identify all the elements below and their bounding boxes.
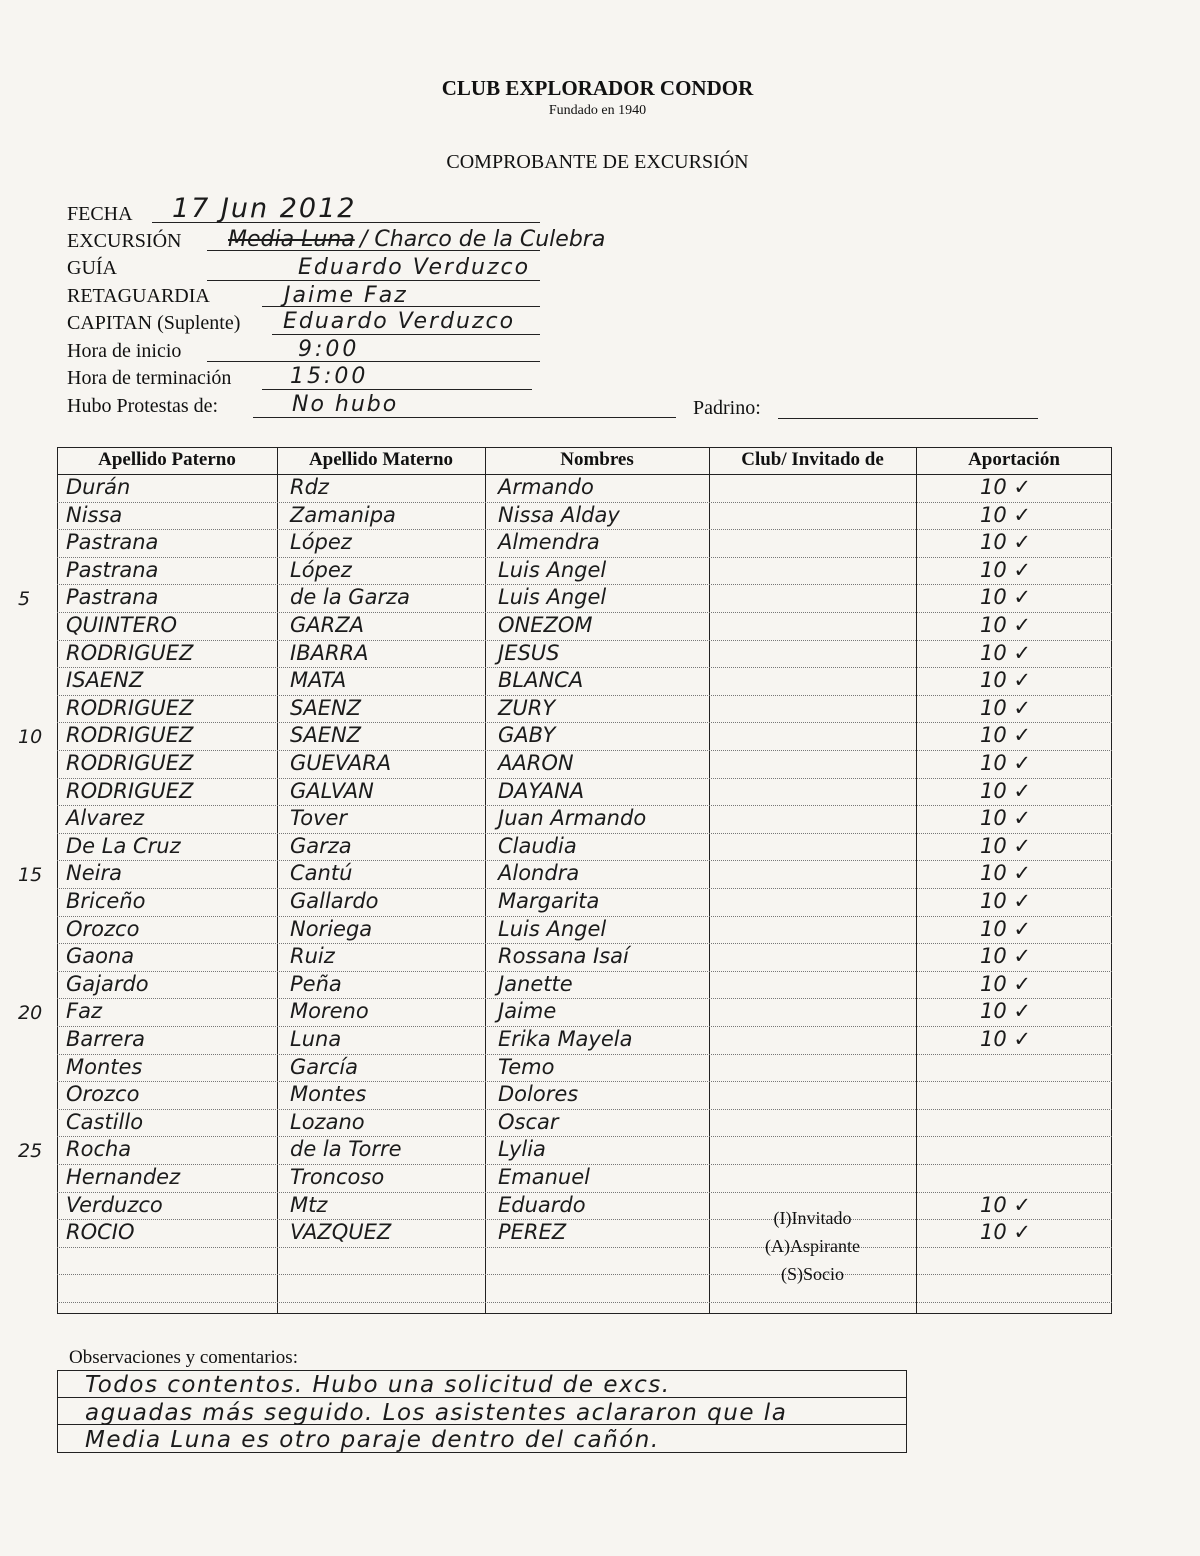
row-number-annotation: 25 — [18, 1140, 43, 1163]
table-row-rule — [57, 1136, 1112, 1137]
cell-apellido-materno: VAZQUEZ — [290, 1220, 392, 1245]
cell-nombres: PEREZ — [498, 1220, 567, 1245]
cell-nombres: ZURY — [498, 695, 556, 720]
cell-apellido-paterno: Verduzco — [66, 1192, 163, 1217]
cell-apellido-paterno: RODRIGUEZ — [66, 778, 194, 803]
column-divider — [485, 447, 486, 1314]
inicio-value: 9:00 — [298, 337, 360, 362]
cell-apellido-materno: GARZA — [290, 613, 364, 637]
protestas-label: Hubo Protestas de: — [67, 395, 219, 417]
termino-label: Hora de terminación — [67, 367, 232, 389]
observaciones-line-2: aguadas más seguido. Los asistentes aclararon que la — [85, 1400, 788, 1426]
observaciones-line-3: Media Luna es otro paraje dentro del cañón. — [85, 1427, 660, 1453]
table-row-rule — [57, 640, 1112, 641]
column-divider — [709, 447, 710, 1314]
cell-aportacion: 10 ✓ — [980, 778, 1031, 803]
header-nombres: Nombres — [560, 449, 634, 470]
legend-socio: (S)Socio — [781, 1264, 844, 1284]
observaciones-label: Observaciones y comentarios: — [69, 1347, 298, 1368]
cell-aportacion: 10 ✓ — [980, 1027, 1031, 1051]
cell-apellido-paterno: Durán — [66, 475, 131, 499]
table-row-rule — [57, 1302, 1112, 1303]
cell-apellido-materno: Noriega — [290, 916, 373, 941]
cell-apellido-paterno: Gajardo — [66, 971, 149, 996]
cell-nombres: JESUS — [498, 640, 560, 665]
cell-nombres: Janette — [498, 971, 573, 996]
inicio-line — [207, 361, 540, 362]
cell-apellido-materno: Tover — [290, 806, 348, 831]
cell-apellido-paterno: ROCIO — [66, 1220, 135, 1245]
capitan-value: Eduardo Verduzco — [283, 309, 516, 334]
excursion-value: / Charco de la Culebra — [360, 227, 606, 252]
cell-aportacion: 10 ✓ — [980, 502, 1031, 527]
cell-apellido-materno: Moreno — [290, 999, 369, 1024]
cell-nombres: Armando — [498, 475, 594, 499]
cell-apellido-paterno: Montes — [66, 1054, 143, 1079]
cell-nombres: DAYANA — [498, 778, 585, 803]
cell-aportacion: 10 ✓ — [980, 613, 1031, 637]
cell-apellido-materno: Ruiz — [290, 944, 335, 969]
cell-nombres: Rossana Isaí — [498, 944, 629, 969]
cell-apellido-paterno: Alvarez — [66, 806, 145, 831]
cell-apellido-paterno: De La Cruz — [66, 833, 181, 858]
header-apellido-materno: Apellido Materno — [308, 449, 454, 470]
termino-line — [262, 389, 532, 390]
fecha-label: FECHA — [67, 203, 133, 225]
cell-nombres: Emanuel — [498, 1165, 590, 1189]
cell-apellido-paterno: QUINTERO — [66, 613, 178, 637]
table-row-rule — [57, 833, 1112, 834]
cell-apellido-paterno: RODRIGUEZ — [66, 751, 194, 775]
cell-apellido-paterno: Orozco — [66, 1082, 140, 1107]
cell-nombres: Eduardo — [498, 1192, 586, 1217]
cell-aportacion: 10 ✓ — [980, 806, 1031, 831]
table-row-rule — [57, 722, 1112, 723]
cell-nombres: Claudia — [498, 833, 577, 858]
cell-aportacion: 10 ✓ — [980, 861, 1031, 886]
observaciones-line-1: Todos contentos. Hubo una solicitud de excs. — [85, 1372, 671, 1398]
cell-nombres: Luis Angel — [498, 585, 607, 610]
cell-nombres: Luis Angel — [498, 916, 607, 941]
cell-nombres: Almendra — [498, 530, 600, 555]
retaguardia-value: Jaime Faz — [284, 283, 408, 308]
cell-nombres: Luis Angel — [498, 557, 607, 582]
cell-aportacion: 10 ✓ — [980, 475, 1031, 499]
cell-aportacion: 10 ✓ — [980, 999, 1031, 1024]
cell-nombres: Juan Armando — [498, 806, 647, 831]
table-row-rule — [57, 1219, 1112, 1220]
cell-apellido-materno: Cantú — [290, 861, 353, 886]
cell-apellido-paterno: ISAENZ — [66, 668, 144, 693]
cell-apellido-materno: SAENZ — [290, 695, 362, 720]
guia-label: GUÍA — [67, 257, 117, 279]
cell-aportacion: 10 ✓ — [980, 944, 1031, 969]
retaguardia-label: RETAGUARDIA — [67, 285, 210, 307]
cell-nombres: BLANCA — [498, 668, 584, 693]
cell-aportacion: 10 ✓ — [980, 585, 1031, 610]
cell-apellido-paterno: Briceño — [66, 889, 146, 913]
cell-apellido-paterno: Castillo — [66, 1109, 144, 1134]
cell-nombres: Oscar — [498, 1109, 559, 1134]
cell-apellido-materno: SAENZ — [290, 723, 362, 748]
cell-nombres: ONEZOM — [498, 613, 593, 637]
cell-aportacion: 10 ✓ — [980, 833, 1031, 858]
cell-apellido-materno: Garza — [290, 833, 352, 858]
cell-nombres: Lylia — [498, 1137, 546, 1162]
table-row-rule — [57, 998, 1112, 999]
cell-nombres: Dolores — [498, 1082, 579, 1107]
table-row-rule — [57, 667, 1112, 668]
cell-apellido-paterno: Nissa — [66, 502, 123, 527]
row-number-annotation: 20 — [18, 1002, 43, 1025]
termino-value: 15:00 — [290, 364, 369, 389]
capitan-line — [272, 334, 540, 335]
cell-apellido-paterno: Pastrana — [66, 557, 159, 582]
excursion-struck-value: Media Luna — [228, 227, 355, 252]
founded-subtitle: Fundado en 1940 — [548, 103, 647, 118]
cell-apellido-materno: Lozano — [290, 1109, 365, 1134]
cell-nombres: GABY — [498, 723, 556, 748]
cell-apellido-materno: de la Torre — [290, 1137, 402, 1162]
cell-nombres: Alondra — [498, 861, 580, 886]
cell-nombres: Erika Mayela — [498, 1027, 633, 1051]
cell-apellido-materno: Montes — [290, 1082, 367, 1107]
cell-apellido-materno: López — [290, 530, 352, 555]
table-row-rule — [57, 750, 1112, 751]
cell-aportacion: 10 ✓ — [980, 971, 1031, 996]
inicio-label: Hora de inicio — [67, 340, 182, 362]
guia-line — [207, 280, 540, 281]
row-number-annotation: 5 — [18, 588, 31, 611]
cell-apellido-paterno: RODRIGUEZ — [66, 723, 194, 748]
cell-nombres: Margarita — [498, 889, 600, 913]
cell-aportacion: 10 ✓ — [980, 889, 1031, 913]
cell-apellido-paterno: Faz — [66, 999, 102, 1024]
document-title: COMPROBANTE DE EXCURSIÓN — [446, 151, 749, 173]
column-divider — [277, 447, 278, 1314]
header-club-invitado: Club/ Invitado de — [741, 449, 884, 470]
cell-apellido-paterno: Rocha — [66, 1137, 132, 1162]
row-number-annotation: 10 — [18, 726, 43, 749]
table-row-rule — [57, 1247, 1112, 1248]
cell-aportacion: 10 ✓ — [980, 1192, 1031, 1217]
cell-aportacion: 10 ✓ — [980, 530, 1031, 555]
table-row-rule — [57, 1054, 1112, 1055]
cell-nombres: AARON — [498, 751, 574, 775]
table-row-rule — [57, 1081, 1112, 1082]
legend-invitado: (I)Invitado — [773, 1208, 852, 1228]
cell-aportacion: 10 ✓ — [980, 751, 1031, 775]
cell-apellido-paterno: RODRIGUEZ — [66, 640, 194, 665]
cell-apellido-materno: Rdz — [290, 475, 329, 499]
table-row-rule — [57, 778, 1112, 779]
cell-apellido-paterno: Pastrana — [66, 530, 159, 555]
excursion-label: EXCURSIÓN — [67, 230, 182, 252]
cell-apellido-materno: MATA — [290, 668, 347, 693]
cell-nombres: Nissa Alday — [498, 502, 620, 527]
cell-aportacion: 10 ✓ — [980, 1220, 1031, 1245]
table-row-rule — [57, 695, 1112, 696]
capitan-label: CAPITAN (Suplente) — [67, 312, 241, 334]
legend-aspirante: (A)Aspirante — [765, 1236, 860, 1256]
table-row-rule — [57, 1274, 1112, 1275]
cell-nombres: Jaime — [498, 999, 557, 1024]
cell-apellido-materno: Mtz — [290, 1192, 328, 1217]
cell-apellido-materno: Luna — [290, 1027, 342, 1051]
cell-apellido-materno: López — [290, 557, 352, 582]
cell-apellido-paterno: Gaona — [66, 944, 135, 969]
cell-apellido-materno: GUEVARA — [290, 751, 392, 775]
cell-apellido-paterno: RODRIGUEZ — [66, 695, 194, 720]
cell-aportacion: 10 ✓ — [980, 916, 1031, 941]
padrino-label: Padrino: — [693, 397, 761, 419]
club-name: CLUB EXPLORADOR CONDOR — [441, 76, 754, 100]
header-aportacion: Aportación — [968, 449, 1060, 470]
cell-apellido-materno: Gallardo — [290, 889, 379, 913]
cell-apellido-paterno: Neira — [66, 861, 122, 886]
cell-apellido-materno: IBARRA — [290, 640, 369, 665]
protestas-line — [253, 417, 676, 418]
cell-aportacion: 10 ✓ — [980, 640, 1031, 665]
cell-apellido-paterno: Barrera — [66, 1027, 145, 1051]
cell-apellido-materno: GALVAN — [290, 778, 374, 803]
cell-aportacion: 10 ✓ — [980, 723, 1031, 748]
row-number-annotation: 15 — [18, 864, 43, 887]
guia-value: Eduardo Verduzco — [298, 255, 531, 280]
padrino-line — [778, 418, 1038, 419]
table-row-rule — [57, 860, 1112, 861]
cell-apellido-paterno: Hernandez — [66, 1165, 181, 1189]
header-apellido-paterno: Apellido Paterno — [98, 449, 236, 470]
cell-aportacion: 10 ✓ — [980, 668, 1031, 693]
table-row-rule — [57, 1109, 1112, 1110]
table-row-rule — [57, 971, 1112, 972]
cell-apellido-materno: Peña — [290, 971, 342, 996]
protestas-value: No hubo — [292, 392, 399, 417]
cell-apellido-materno: García — [290, 1054, 359, 1079]
cell-apellido-paterno: Orozco — [66, 916, 140, 941]
cell-aportacion: 10 ✓ — [980, 557, 1031, 582]
column-divider — [916, 447, 917, 1314]
cell-aportacion: 10 ✓ — [980, 695, 1031, 720]
cell-apellido-paterno: Pastrana — [66, 585, 159, 610]
cell-apellido-materno: Zamanipa — [290, 502, 396, 527]
cell-nombres: Temo — [498, 1054, 555, 1079]
cell-apellido-materno: Troncoso — [290, 1165, 385, 1189]
cell-apellido-materno: de la Garza — [290, 585, 410, 610]
fecha-value: 17 Jun 2012 — [172, 193, 357, 224]
